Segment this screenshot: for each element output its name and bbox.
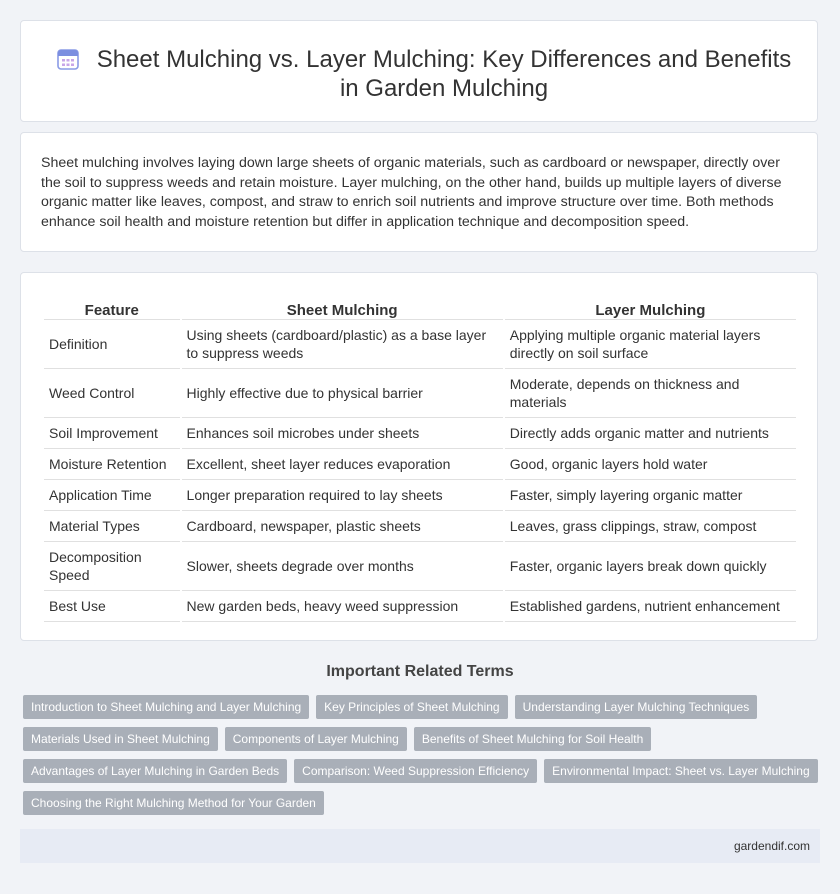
table-cell: Decomposition Speed xyxy=(44,542,180,591)
table-row xyxy=(44,480,796,511)
table-cell: Directly adds organic matter and nutrients xyxy=(505,418,796,449)
table-cell: Faster, organic layers break down quickly xyxy=(505,542,796,591)
table-cell: Enhances soil microbes under sheets xyxy=(182,418,503,449)
intro-paragraph: Sheet mulching involves laying down large sheets of organic materials, such as cardboard or newspaper, directly over the soil to suppress weeds and retain moisture. Layer mulching, on the other hand, builds up multiple layers of diverse organic matter like leaves, compost, and straw to enrich soil nutrients and improve structure over time. Both methods enhance soil health and moisture retention but differ in application technique and decomposition speed. xyxy=(41,155,782,230)
page-title: Sheet Mulching vs. Layer Mulching: Key Differences and Benefits in Garden Mulching xyxy=(96,46,792,102)
related-term-tag[interactable]: Understanding Layer Mulching Techniques xyxy=(515,695,758,719)
related-term-tag[interactable]: Comparison: Weed Suppression Efficiency xyxy=(294,759,537,783)
related-terms-list xyxy=(23,695,823,823)
table-cell: Best Use xyxy=(44,591,180,622)
related-term-tag[interactable]: Benefits of Sheet Mulching for Soil Health xyxy=(414,727,651,751)
comparison-table xyxy=(42,295,798,622)
header-card xyxy=(20,20,818,122)
table-row xyxy=(44,542,796,591)
related-term-tag[interactable]: Materials Used in Sheet Mulching xyxy=(23,727,218,751)
table-row xyxy=(44,449,796,480)
table-cell: Material Types xyxy=(44,511,180,542)
table-cell: Moderate, depends on thickness and materials xyxy=(505,369,796,418)
related-term-tag[interactable]: Environmental Impact: Sheet vs. Layer Mulching xyxy=(544,759,817,783)
tag-row xyxy=(23,695,823,727)
table-cell: Soil Improvement xyxy=(44,418,180,449)
related-terms-title: Important Related Terms xyxy=(326,663,514,680)
table-cell: Excellent, sheet layer reduces evaporation xyxy=(182,449,503,480)
table-row xyxy=(44,418,796,449)
related-term-tag[interactable]: Key Principles of Sheet Mulching xyxy=(316,695,507,719)
table-cell: Cardboard, newspaper, plastic sheets xyxy=(182,511,503,542)
table-cell: New garden beds, heavy weed suppression xyxy=(182,591,503,622)
table-cell: Application Time xyxy=(44,480,180,511)
related-term-tag[interactable]: Choosing the Right Mulching Method for Your Garden xyxy=(23,791,324,815)
related-term-tag[interactable]: Components of Layer Mulching xyxy=(225,727,407,751)
table-cell: Moisture Retention xyxy=(44,449,180,480)
table-cell: Definition xyxy=(44,320,180,369)
table-cell: Good, organic layers hold water xyxy=(505,449,796,480)
tag-row xyxy=(23,727,823,759)
footer-site-link[interactable]: gardendif.com xyxy=(733,839,810,853)
table-row xyxy=(44,511,796,542)
table-header-sheet: Sheet Mulching xyxy=(182,295,503,320)
table-cell: Longer preparation required to lay sheets xyxy=(182,480,503,511)
tag-row xyxy=(23,759,823,791)
table-row xyxy=(44,320,796,369)
tag-row xyxy=(23,791,823,823)
table-row xyxy=(44,369,796,418)
table-header-layer: Layer Mulching xyxy=(505,295,796,320)
related-term-tag[interactable]: Advantages of Layer Mulching in Garden Beds xyxy=(23,759,287,783)
table-cell: Weed Control xyxy=(44,369,180,418)
table-cell: Established gardens, nutrient enhancement xyxy=(505,591,796,622)
table-cell: Leaves, grass clippings, straw, compost xyxy=(505,511,796,542)
related-term-tag[interactable]: Introduction to Sheet Mulching and Layer Mulching xyxy=(23,695,309,719)
table-cell: Highly effective due to physical barrier xyxy=(182,369,503,418)
table-cell: Applying multiple organic material layers directly on soil surface xyxy=(505,320,796,369)
table-row xyxy=(44,591,796,622)
comparison-card xyxy=(20,272,818,641)
intro-card xyxy=(20,132,818,252)
table-cell: Using sheets (cardboard/plastic) as a base layer to suppress weeds xyxy=(182,320,503,369)
table-header-feature: Feature xyxy=(44,295,180,320)
footer-bar xyxy=(20,829,820,863)
table-cell: Faster, simply layering organic matter xyxy=(505,480,796,511)
table-cell: Slower, sheets degrade over months xyxy=(182,542,503,591)
